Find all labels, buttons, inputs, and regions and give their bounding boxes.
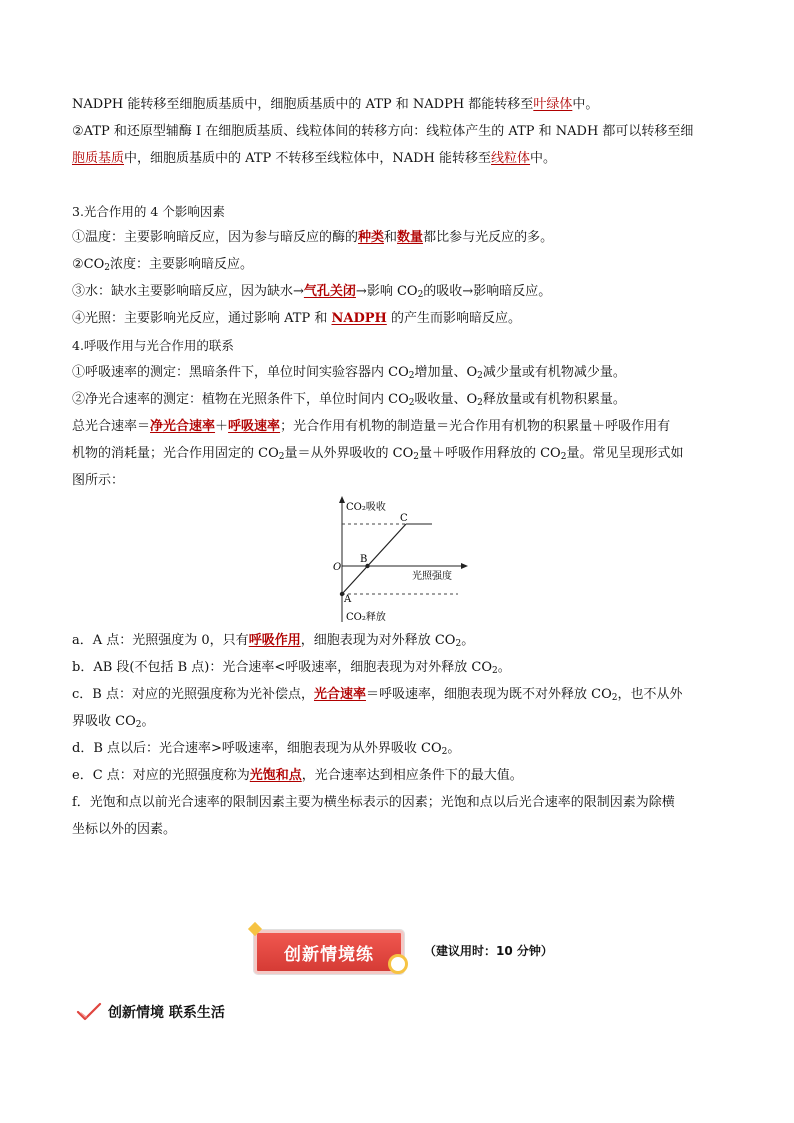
origin-label: O [333, 562, 342, 573]
photosynthesis-diagram [332, 494, 472, 626]
relation-line: ①呼吸速率的测定：黑暗条件下，单位时间实验容器内 $CO_2$增加量、$O_2$减少量或有机物减少量。 [72, 365, 626, 381]
badge-ring-icon [388, 954, 408, 974]
highlight-answer: 种类 [358, 230, 385, 245]
point-explanation: b．AB 段(不包括 B 点)：光合速率<呼吸速率，细胞表现为对外释放 $CO_2$。 [72, 660, 511, 676]
point-explanation: 坐标以外的因素。 [72, 822, 177, 837]
relation-line: 图所示： [72, 473, 125, 488]
point-explanation: c．B 点：对应的光照强度称为光补偿点，光合速率＝呼吸速率，细胞表现为既不对外释放 $CO_2$，也不从外 [72, 687, 683, 703]
highlight-answer: 气孔关闭 [303, 284, 356, 299]
badge-label: 创新情境练 [254, 930, 404, 974]
check-mark-icon [76, 1002, 102, 1022]
y-bottom-label: CO₂释放 [346, 612, 386, 623]
paragraph-line [72, 150, 722, 168]
highlight-answer: 呼吸作用 [248, 633, 301, 648]
highlight-answer: 净光合速率 [150, 419, 216, 434]
paragraph-line [72, 96, 722, 114]
y-axis-arrow [339, 496, 345, 503]
x-axis-label: 光照强度 [412, 571, 452, 582]
practice-badge [244, 924, 564, 980]
highlight-answer: 光饱和点 [249, 768, 302, 783]
text: NADPH 能转移至细胞质基质中，细胞质基质中的 ATP 和 NADPH 都能转移至 [72, 97, 534, 112]
text: 中，细胞质基质中的 ATP 不转移至线粒体中，NADH 能转移至 [124, 151, 492, 166]
point-explanation: e．C 点：对应的光照强度称为光饱和点，光合速率达到相应条件下的最大值。 [72, 768, 523, 783]
highlight-answer: 线粒体 [491, 151, 531, 166]
factor-light: ④光照：主要影响光反应，通过影响 ATP 和 NADPH 的产生而影响暗反应。 [72, 311, 521, 326]
text: ②ATP 和还原型辅酶 I 在细胞质基质、线粒体间的转移方向：线粒体产生的 ATP 和 NADH 都可以转移至细 [72, 124, 694, 139]
highlight-answer: 呼吸速率 [228, 419, 281, 434]
section-title-text: 创新情境 联系生活 [108, 1005, 225, 1021]
factor-temperature: ①温度：主要影响暗反应，因为参与暗反应的酶的种类和数量都比参与光反应的多。 [72, 230, 554, 245]
section-heading: 4.呼吸作用与光合作用的联系 [72, 338, 234, 353]
text: 中。 [530, 151, 557, 166]
point-a-label: A [344, 594, 352, 605]
highlight-answer: 胞质基质 [72, 151, 125, 166]
rate-curve [342, 524, 406, 594]
x-axis-arrow [461, 563, 468, 569]
suggested-time: （建议用时：10 分钟） [424, 944, 553, 958]
point-c-label: C [400, 513, 408, 524]
relation-line: 机物的消耗量；光合作用固定的 $CO_2$量＝从外界吸收的 $CO_2$量＋呼吸作用释放的 $CO_2$量。常见呈现形式如 [72, 446, 684, 462]
point-explanation: f．光饱和点以前光合速率的限制因素主要为横坐标表示的因素；光饱和点以后光合速率的限制因素为除横 [72, 795, 675, 810]
section-title [76, 1000, 225, 1024]
highlight-answer: 叶绿体 [533, 97, 573, 112]
paragraph-line [72, 123, 722, 141]
y-top-label: CO₂吸收 [346, 502, 386, 513]
highlight-answer: 光合速率 [313, 687, 366, 702]
section-heading: 3.光合作用的 4 个影响因素 [72, 204, 225, 219]
text: 中。 [572, 97, 599, 112]
factor-co2: $②CO_2$浓度：主要影响暗反应。 [72, 257, 254, 273]
point-explanation: 界吸收 $CO_2$。 [72, 714, 155, 730]
highlight-answer: 数量 [397, 230, 424, 245]
factor-water: ③水：缺水主要影响暗反应，因为缺水→气孔关闭→影响 $CO_2$的吸收→影响暗反应。 [72, 284, 552, 300]
relation-line: ②净光合速率的测定：植物在光照条件下，单位时间内 $CO_2$吸收量、$O_2$释放量或有机物积累量。 [72, 392, 626, 408]
point-explanation: d．B 点以后：光合速率>呼吸速率，细胞表现为从外界吸收 $CO_2$。 [72, 741, 461, 757]
highlight-answer: NADPH [331, 311, 387, 326]
point-b-label: B [360, 554, 368, 565]
point-explanation: a．A 点：光照强度为 0，只有呼吸作用，细胞表现为对外释放 $CO_2$。 [72, 633, 475, 649]
relation-line: 总光合速率＝净光合速率＋呼吸速率；光合作用有机物的制造量＝光合作用有机物的积累量＋呼吸作用有 [72, 419, 671, 434]
